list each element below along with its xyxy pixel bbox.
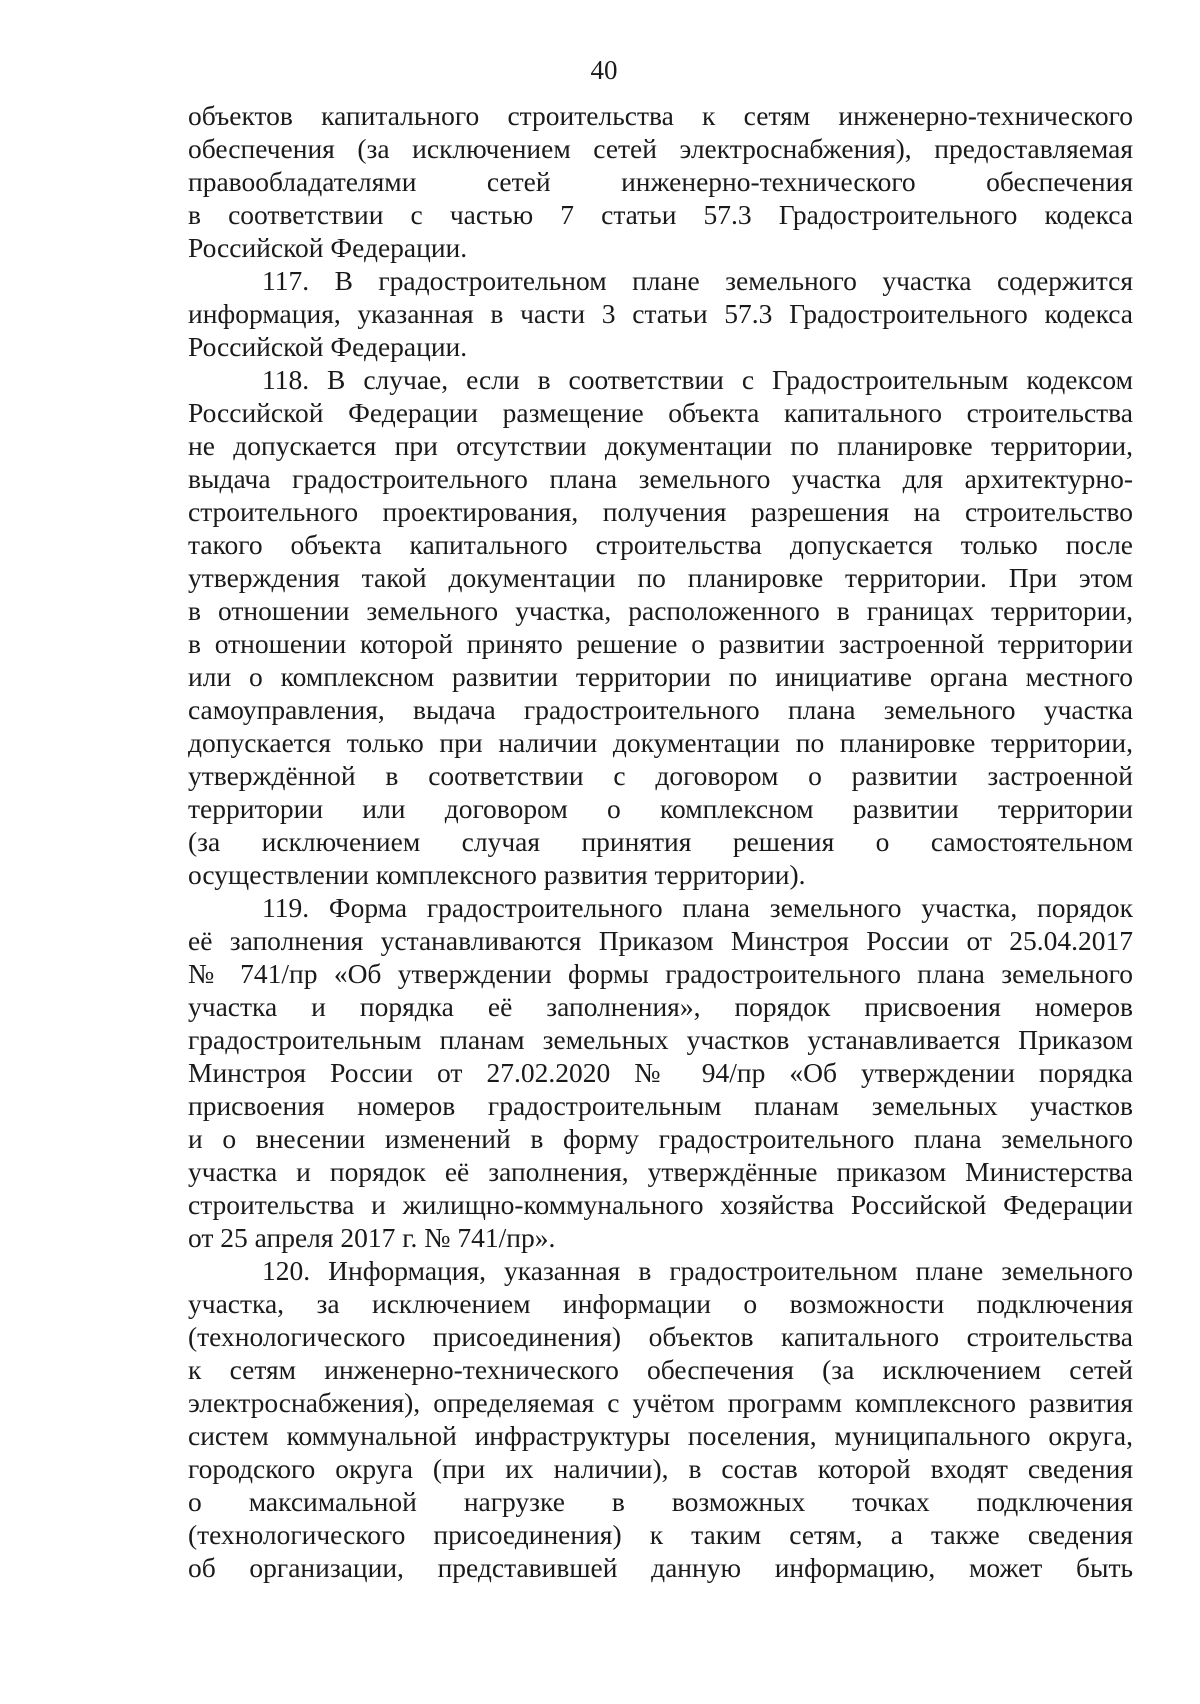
text-line: такого объекта капитального строительства допускается только после: [188, 529, 1133, 560]
text-line: Российской Федерации размещение объекта капитального строительства: [188, 397, 1133, 428]
text-line: обеспечения (за исключением сетей электроснабжения), предоставляемая: [188, 133, 1133, 164]
paragraph-first-line: 119. Форма градостроительного плана земельного участка, порядок: [262, 892, 1133, 923]
text-line: допускается только при наличии документации по планировке территории,: [188, 727, 1133, 758]
text-line: или о комплексном развитии территории по инициативе органа местного: [188, 661, 1133, 692]
text-line: выдача градостроительного плана земельного участка для архитектурно-: [188, 463, 1133, 494]
text-line: утверждения такой документации по планировке территории. При этом: [188, 562, 1133, 593]
body-text: [188, 99, 1133, 1584]
text-line: (технологического присоединения) объектов капитального строительства: [188, 1321, 1133, 1352]
text-line: в соответствии с частью 7 статьи 57.3 Градостроительного кодекса: [188, 199, 1133, 230]
text-line: её заполнения устанавливаются Приказом Минстроя России от 25.04.2017: [188, 925, 1133, 956]
text-line: участка и порядок её заполнения, утверждённые приказом Министерства: [188, 1156, 1133, 1187]
text-line: территории или договором о комплексном развитии территории: [188, 793, 1133, 824]
text-line: правообладателями сетей инженерно-технического обеспечения: [188, 166, 1133, 197]
text-line: № 741/пр «Об утверждении формы градостроительного плана земельного: [188, 958, 1133, 989]
text-line: в отношении земельного участка, расположенного в границах территории,: [188, 595, 1133, 626]
text-line: (за исключением случая принятия решения о самостоятельном: [188, 826, 1133, 857]
text-line: осуществлении комплексного развития территории).: [188, 859, 806, 890]
text-line: участка, за исключением информации о возможности подключения: [188, 1288, 1133, 1319]
paragraph-first-line: 117. В градостроительном плане земельного участка содержится: [262, 265, 1133, 296]
text-line: утверждённой в соответствии с договором о развитии застроенной: [188, 760, 1133, 791]
text-line: присвоения номеров градостроительным планам земельных участков: [188, 1090, 1133, 1121]
text-line: и о внесении изменений в форму градостроительного плана земельного: [188, 1123, 1133, 1154]
paragraph-first-line: 120. Информация, указанная в градостроительном плане земельного: [262, 1255, 1133, 1286]
text-line: (технологического присоединения) к таким сетям, а также сведения: [188, 1519, 1133, 1550]
text-line: Российской Федерации.: [188, 232, 468, 263]
text-line: строительства и жилищно-коммунального хозяйства Российской Федерации: [188, 1189, 1133, 1220]
text-line: не допускается при отсутствии документации по планировке территории,: [188, 430, 1133, 461]
text-line: электроснабжения), определяемая с учётом программ комплексного развития: [188, 1387, 1133, 1418]
text-line: систем коммунальной инфраструктуры поселения, муниципального округа,: [188, 1420, 1133, 1451]
text-line: градостроительным планам земельных участков устанавливается Приказом: [188, 1024, 1133, 1055]
text-line: Российской Федерации.: [188, 331, 468, 362]
text-line: строительного проектирования, получения разрешения на строительство: [188, 496, 1133, 527]
text-line: в отношении которой принято решение о развитии застроенной территории: [188, 628, 1133, 659]
text-line: информация, указанная в части 3 статьи 57.3 Градостроительного кодекса: [188, 298, 1133, 329]
paragraph-first-line: 118. В случае, если в соответствии с Градостроительным кодексом: [262, 364, 1133, 395]
text-line: участка и порядка её заполнения», порядок присвоения номеров: [188, 991, 1133, 1022]
text-line: Минстроя России от 27.02.2020 № 94/пр «Об утверждении порядка: [188, 1057, 1133, 1088]
text-line: от 25 апреля 2017 г. № 741/пр».: [188, 1222, 556, 1253]
text-line: самоуправления, выдача градостроительного плана земельного участка: [188, 694, 1133, 725]
text-line: городского округа (при их наличии), в состав которой входят сведения: [188, 1453, 1133, 1484]
page-number: 40: [590, 55, 618, 85]
text-line: к сетям инженерно-технического обеспечения (за исключением сетей: [188, 1354, 1133, 1385]
text-line: о максимальной нагрузке в возможных точках подключения: [188, 1486, 1133, 1517]
text-line: объектов капитального строительства к сетям инженерно-технического: [188, 100, 1133, 131]
text-line: об организации, представившей данную информацию, может быть: [188, 1552, 1133, 1583]
